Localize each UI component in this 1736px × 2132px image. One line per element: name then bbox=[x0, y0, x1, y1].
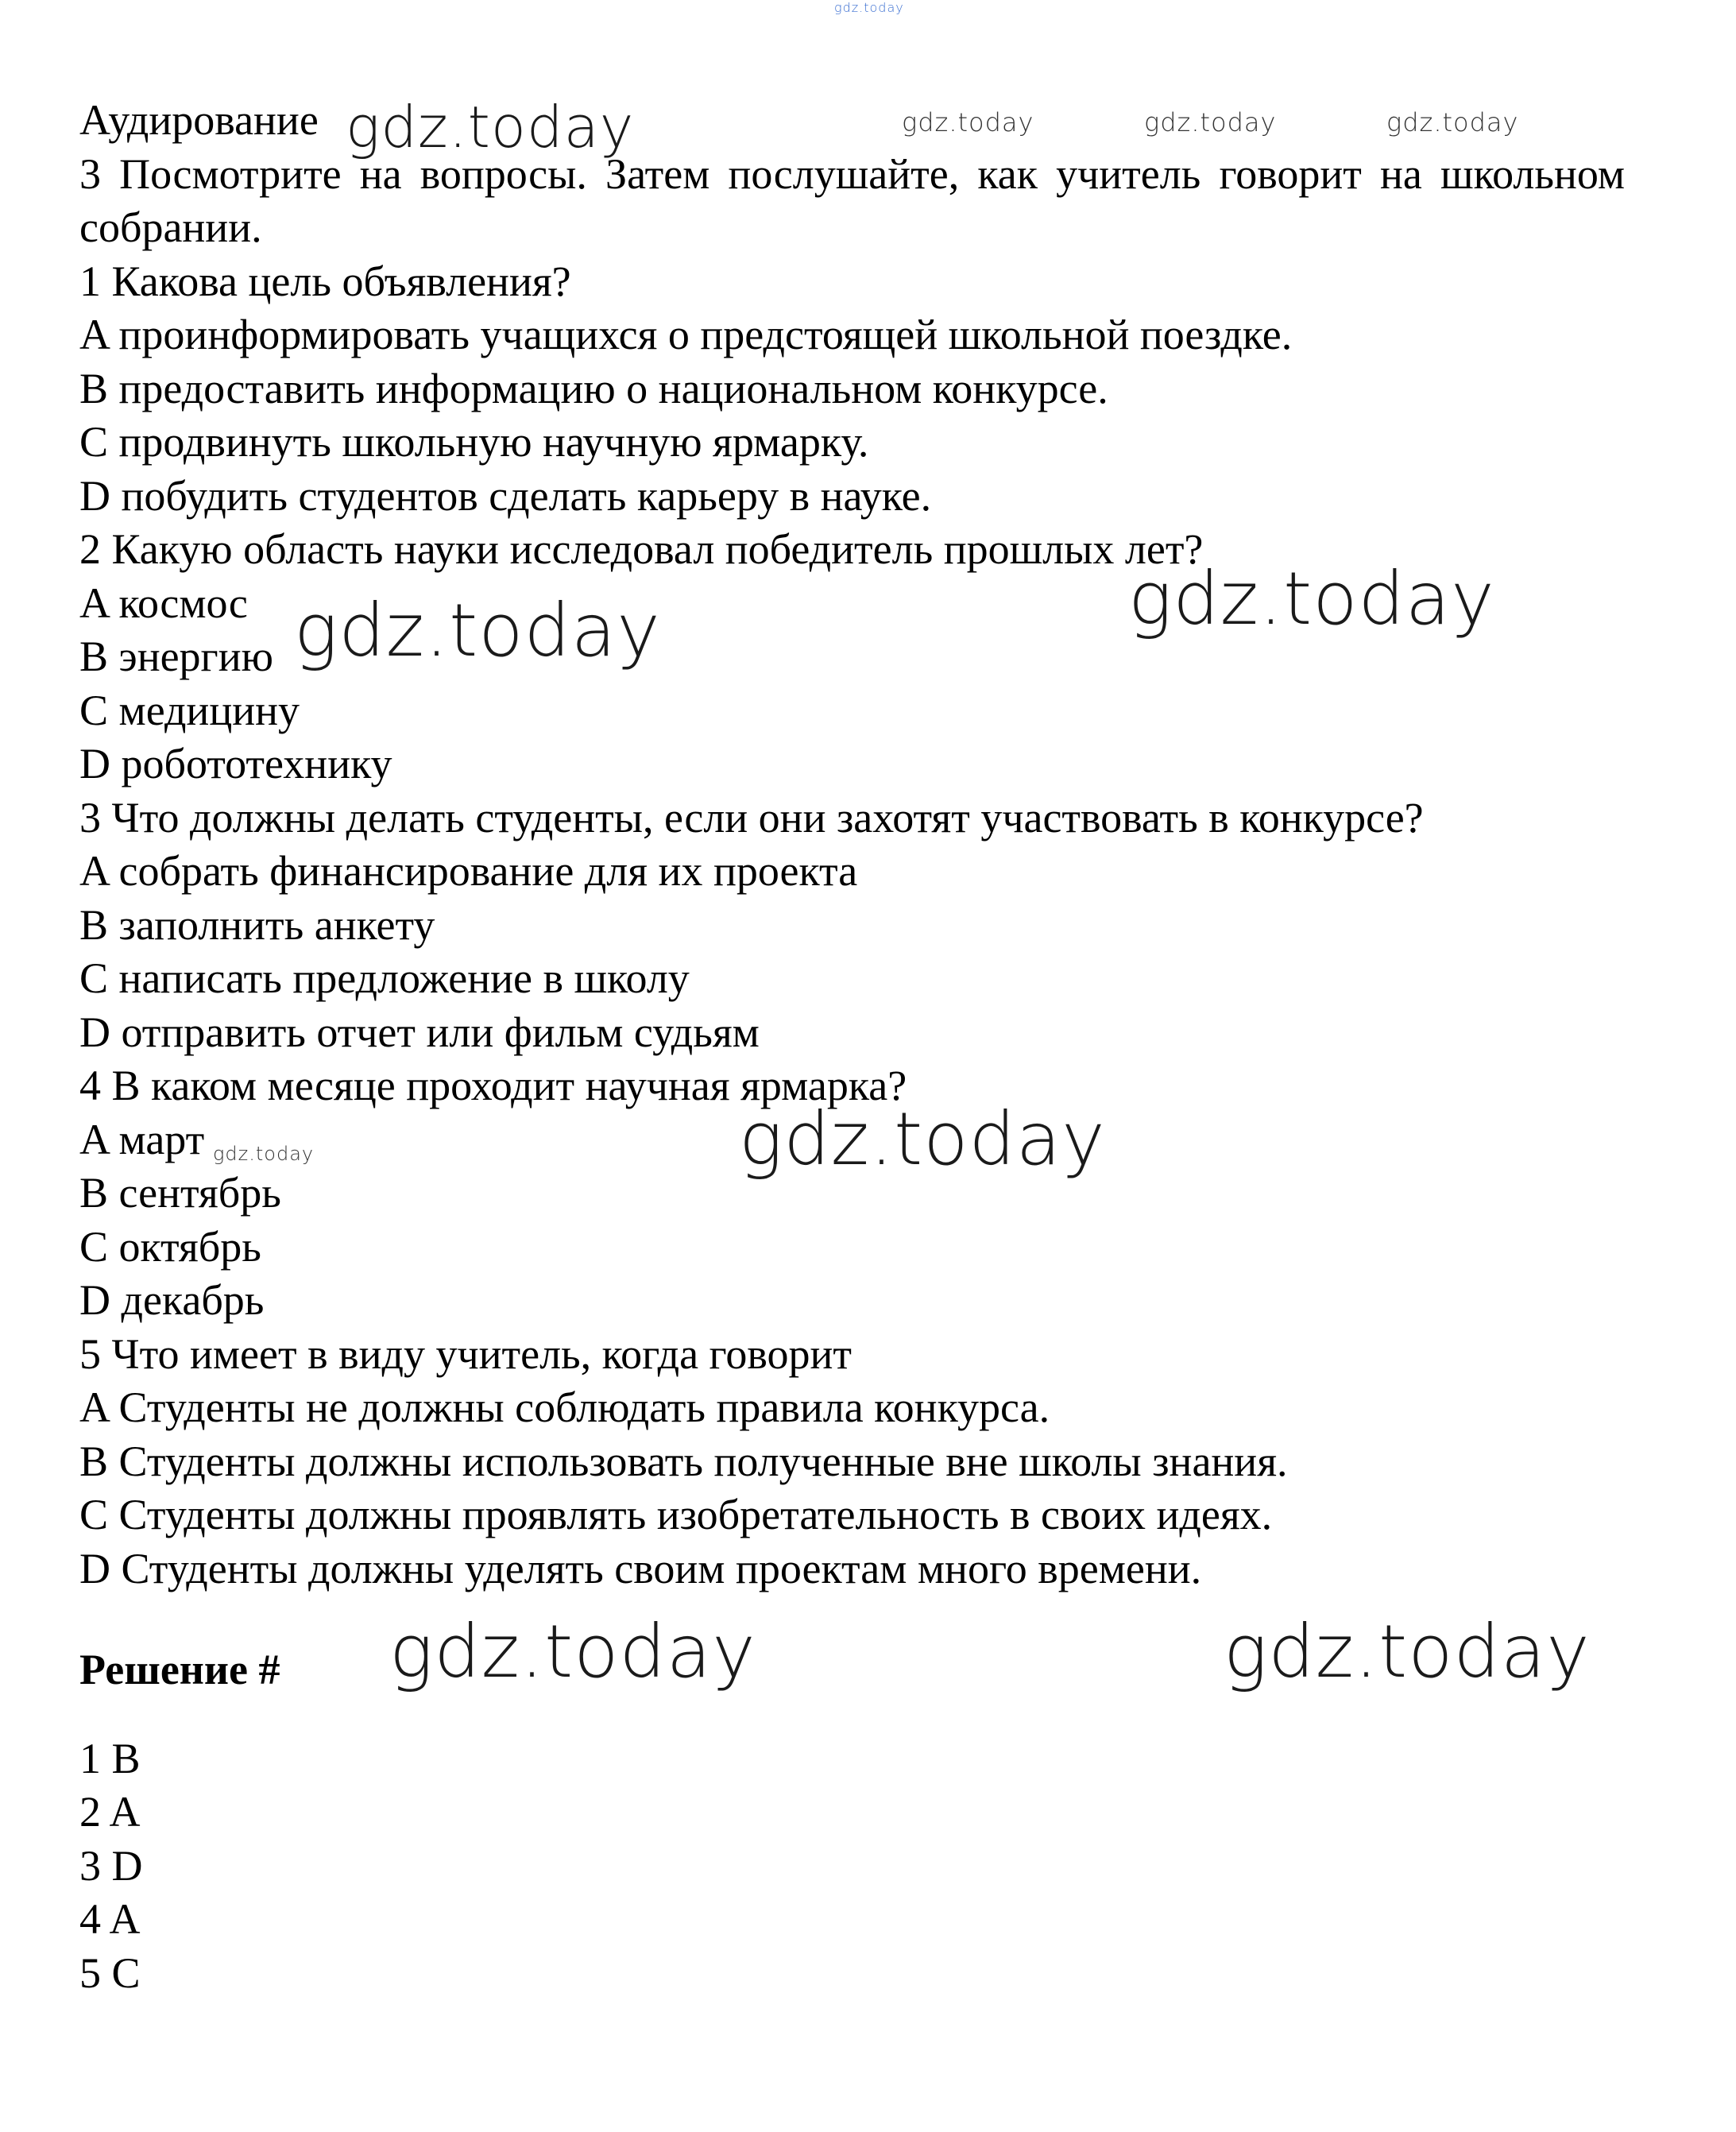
watermark: gdz.today bbox=[834, 0, 904, 15]
question-4-option-c: C октябрь bbox=[79, 1222, 261, 1271]
answer-3: 3 D bbox=[79, 1841, 143, 1890]
question-4-option-a: A март bbox=[79, 1115, 205, 1163]
solution-heading: Решение # bbox=[79, 1646, 280, 1693]
question-4-option-b: B сентябрь bbox=[79, 1169, 281, 1217]
watermark: gdz.today bbox=[1144, 107, 1277, 137]
watermark: gdz.today bbox=[1386, 107, 1519, 137]
question-5-option-c: C Студенты должны проявлять изобретательность в своих идеях. bbox=[79, 1491, 1273, 1538]
watermark: gdz.today bbox=[389, 1609, 756, 1694]
question-2-option-a: A космос bbox=[79, 578, 248, 627]
question-3-option-b: B заполнить анкету bbox=[79, 900, 435, 949]
question-1-option-c: C продвинуть школьную научную ярмарку. bbox=[79, 418, 869, 466]
spacer bbox=[79, 1697, 1625, 1732]
question-5-option-b: B Студенты должны использовать полученные вне школы знания. bbox=[79, 1437, 1288, 1485]
watermark: gdz.today bbox=[346, 94, 635, 161]
question-4: 4 В каком месяце проходит научная ярмарка? bbox=[79, 1062, 907, 1109]
section-title: Аудирование bbox=[79, 96, 319, 144]
answer-1: 1 B bbox=[79, 1734, 141, 1782]
watermark: gdz.today bbox=[1128, 556, 1495, 641]
question-4-option-d: D декабрь bbox=[79, 1276, 265, 1324]
watermark: gdz.today bbox=[902, 107, 1034, 137]
question-5-option-a: A Студенты не должны соблюдать правила конкурса. bbox=[79, 1383, 1050, 1431]
question-5: 5 Что имеет в виду учитель, когда говорит bbox=[79, 1329, 852, 1378]
question-2-option-b: B энергию bbox=[79, 633, 273, 680]
question-2: 2 Какую область науки исследовал победитель прошлых лет? bbox=[79, 525, 1204, 573]
question-1: 1 Какова цель объявления? bbox=[79, 257, 571, 305]
question-3-option-d: D отправить отчет или фильм судьям bbox=[79, 1008, 760, 1056]
question-1-option-a: A проинформировать учащихся о предстоящей школьной поездке. bbox=[79, 311, 1293, 358]
watermark: gdz.today bbox=[1224, 1609, 1591, 1694]
answer-5: 5 C bbox=[79, 1948, 141, 1997]
question-3: 3 Что должны делать студенты, если они захотят участвовать в конкурсе? bbox=[79, 793, 1424, 842]
answer-2: 2 A bbox=[79, 1788, 141, 1836]
question-2-option-c: C медицину bbox=[79, 686, 300, 734]
question-1-option-d: D побудить студентов сделать карьеру в науке. bbox=[79, 471, 932, 520]
watermark: gdz.today bbox=[739, 1097, 1106, 1182]
question-1-option-b: B предоставить информацию о национальном конкурсе. bbox=[79, 364, 1108, 412]
question-5-option-d: D Студенты должны уделять своим проектам много времени. bbox=[79, 1544, 1202, 1592]
question-3-option-c: C написать предложение в школу bbox=[79, 954, 690, 1002]
watermark: gdz.today bbox=[294, 588, 661, 673]
question-3-option-a: A собрать финансирование для их проекта bbox=[79, 847, 858, 895]
task-instruction: 3 Посмотрите на вопросы. Затем послушайте, как учитель говорит на школьном собрании. bbox=[79, 149, 1625, 251]
question-2-option-d: D робототехнику bbox=[79, 740, 392, 787]
exercise-content bbox=[79, 94, 1625, 2000]
watermark: gdz.today bbox=[213, 1143, 315, 1165]
answer-4: 4 A bbox=[79, 1895, 141, 1943]
